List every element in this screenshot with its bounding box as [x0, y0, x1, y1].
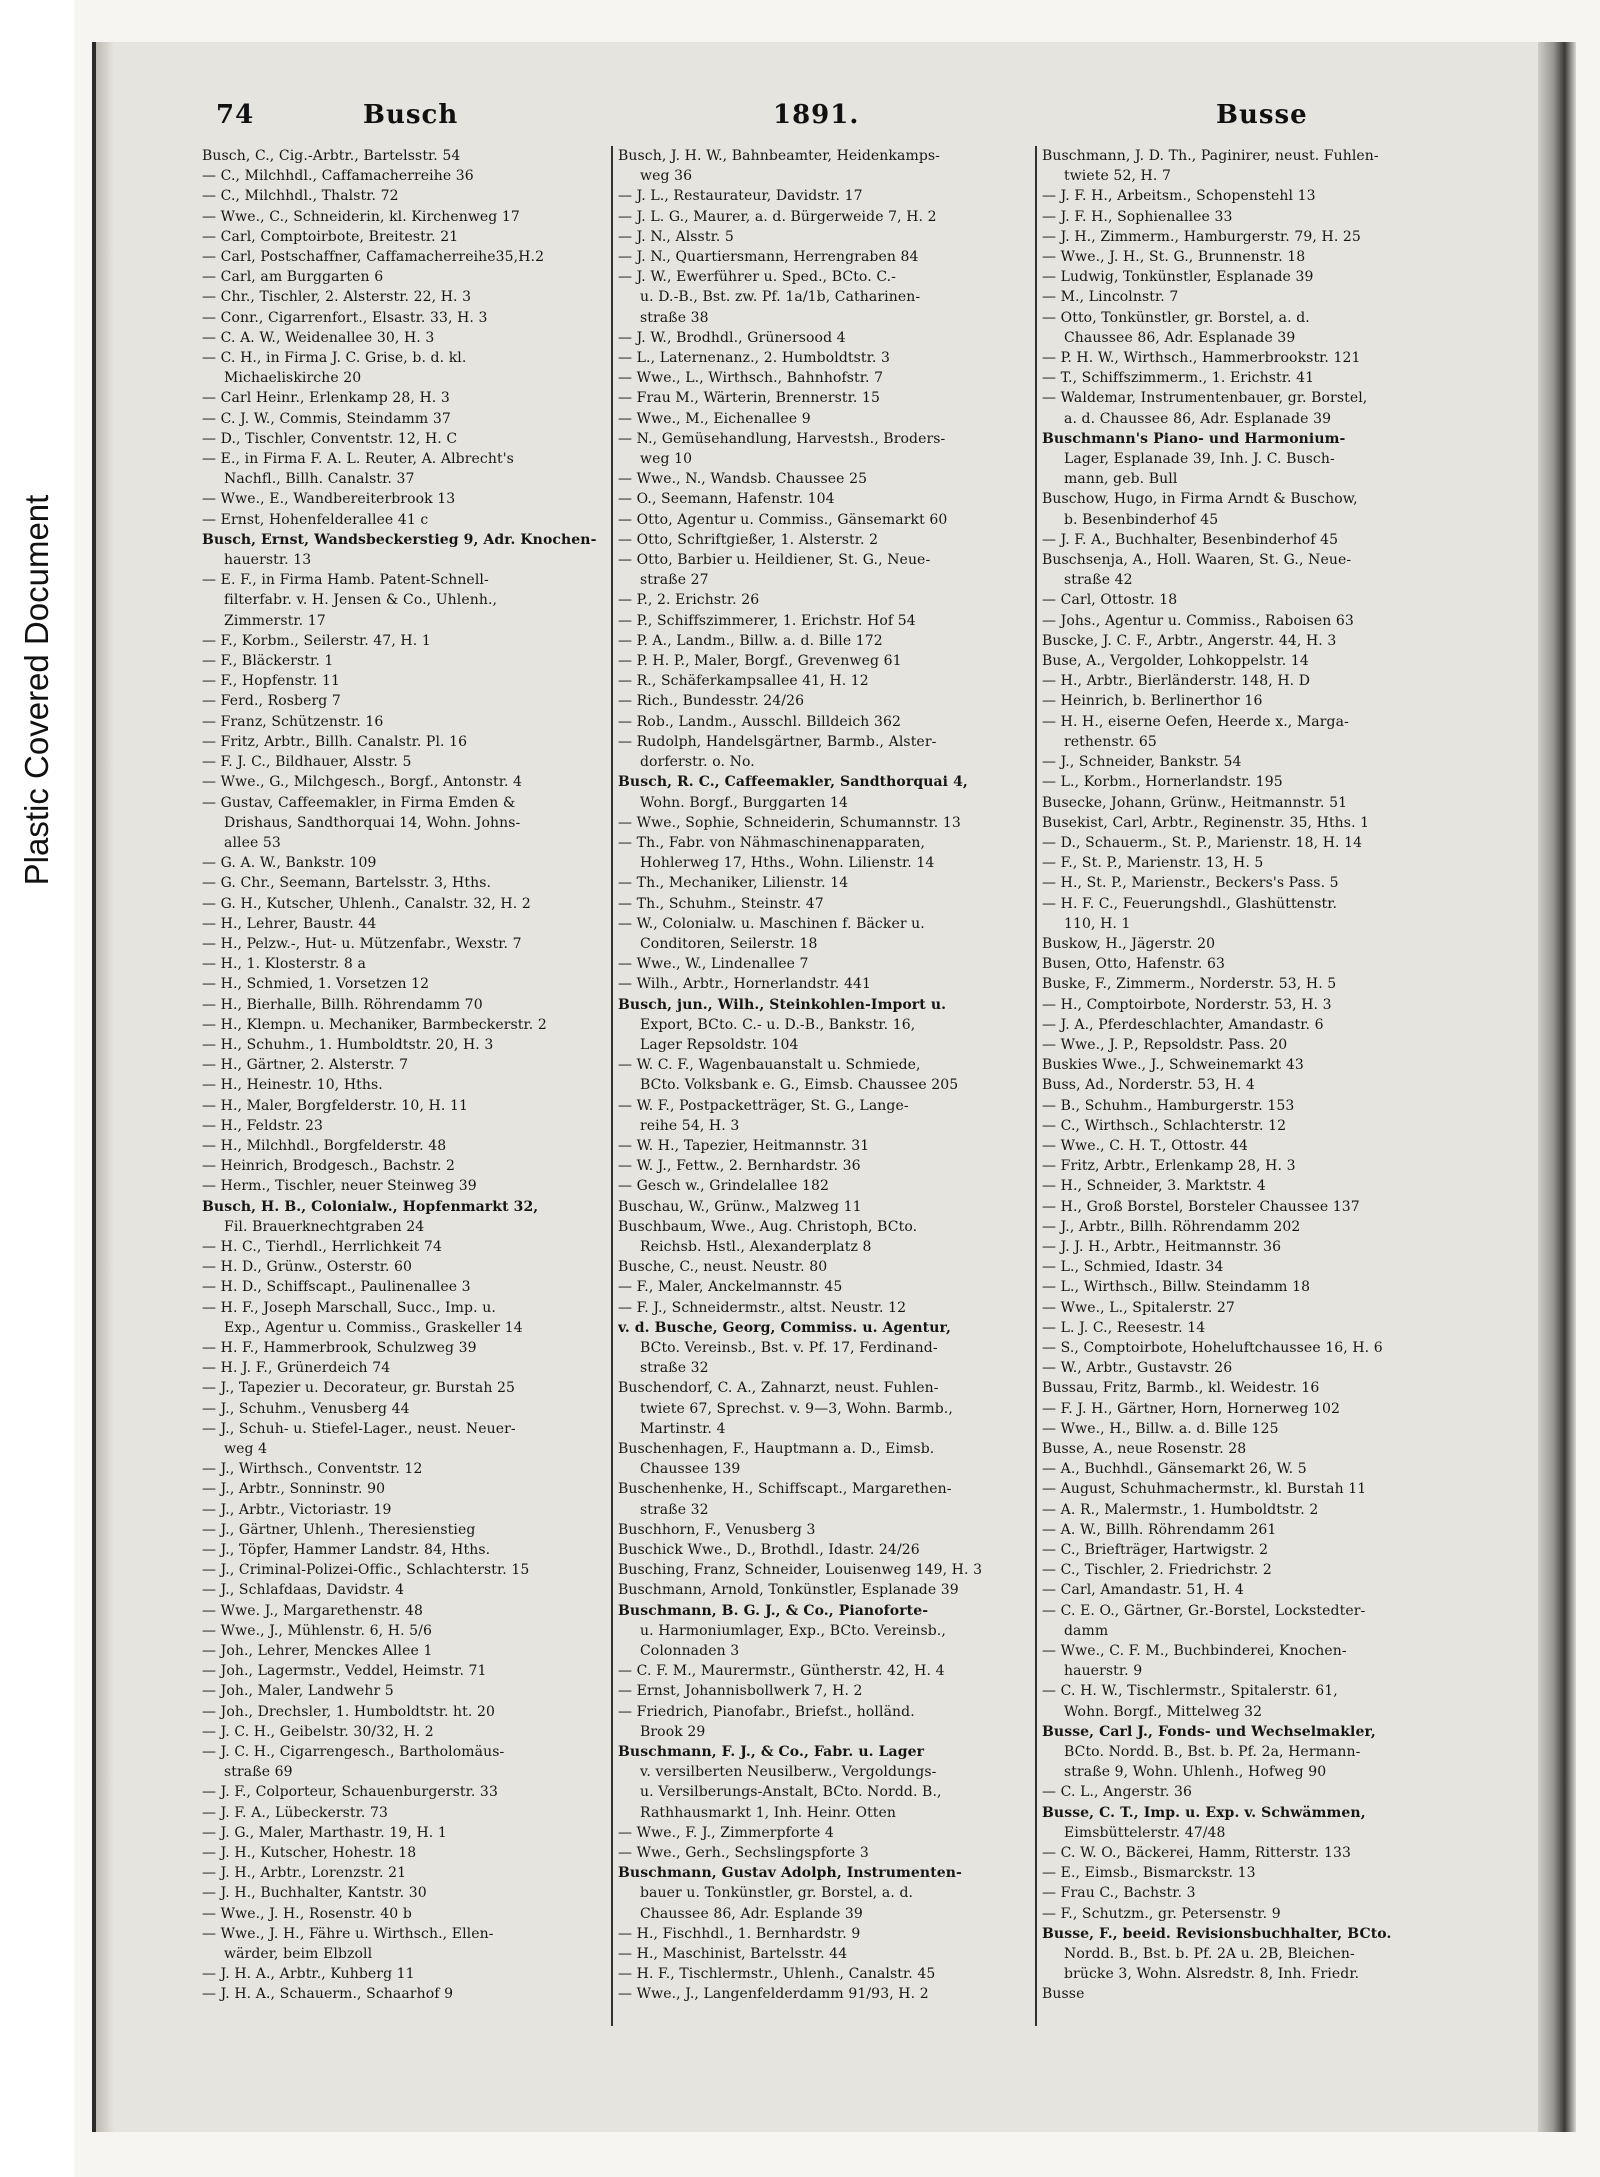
directory-entry-line: — Joh., Maler, Landwehr 5	[202, 1683, 394, 1700]
directory-entry-line: Buschmann, Gustav Adolph, Instrumenten-	[618, 1865, 962, 1882]
directory-entry-line: Busse, A., neue Rosenstr. 28	[1042, 1441, 1247, 1457]
directory-entry-line: straße 38	[640, 309, 709, 326]
directory-entry-line: — J. F. A., Lübeckerstr. 73	[202, 1804, 389, 1821]
directory-entry-line: Lager Repsoldstr. 104	[640, 1036, 799, 1053]
directory-entry-line: — J. H., Arbtr., Lorenzstr. 21	[202, 1865, 407, 1882]
directory-entry-line: — F., St. P., Marienstr. 13, H. 5	[1042, 855, 1264, 872]
directory-entry-line: Busche, C., neust. Neustr. 80	[618, 1259, 828, 1276]
directory-entry-line: — H., 1. Klosterstr. 8 a	[202, 956, 366, 973]
directory-entry-line: — H., Klempn. u. Mechaniker, Barmbeckerstr. 2	[202, 1016, 547, 1033]
directory-entry-line: — J. F. H., Sophienallee 33	[1042, 208, 1233, 225]
directory-entry-line: — J. H., Kutscher, Hohestr. 18	[202, 1845, 417, 1862]
directory-entry-line: — C. F. M., Maurermstr., Güntherstr. 42, H. 4	[618, 1663, 945, 1680]
directory-entry-line: Bussau, Fritz, Barmb., kl. Weidestr. 16	[1042, 1380, 1320, 1397]
directory-entry-line: — H. F., Tischlermstr., Uhlenh., Canalstr. 45	[618, 1966, 936, 1983]
directory-entry-line: Buskow, H., Jägerstr. 20	[1042, 935, 1216, 952]
directory-entry-line: — Th., Mechaniker, Lilienstr. 14	[618, 875, 849, 892]
directory-entry-line: straße 27	[640, 572, 709, 589]
directory-entry-line: — P. H. P., Maler, Borgf., Grevenweg 61	[618, 653, 902, 670]
directory-entry-line: — Otto, Barbier u. Heildiener, St. G., Neue-	[618, 552, 931, 569]
directory-entry-line: — H., Gärtner, 2. Alsterstr. 7	[202, 1057, 409, 1074]
directory-entry-line: Busching, Franz, Schneider, Louisenweg 149, H. 3	[618, 1562, 983, 1579]
directory-entry-line: — Ernst, Hohenfelderallee 41 c	[202, 511, 429, 528]
directory-entry-line: — J. F. H., Arbeitsm., Schopenstehl 13	[1042, 188, 1316, 205]
directory-entry-line: — Otto, Tonkünstler, gr. Borstel, a. d.	[1042, 309, 1310, 326]
directory-entry-line: — E., in Firma F. A. L. Reuter, A. Albrecht's	[202, 451, 514, 468]
directory-entry-line: — Wwe., J., Mühlenstr. 6, H. 5/6	[202, 1622, 432, 1639]
directory-entry-line: — C., Briefträger, Hartwigstr. 2	[1042, 1542, 1269, 1559]
directory-entry-line: — Wwe., L., Spitalerstr. 27	[1042, 1299, 1235, 1316]
directory-entry-line: — Wwe., Sophie, Schneiderin, Schumannstr. 13	[618, 814, 961, 831]
directory-entry-line: — J. G., Maler, Marthastr. 19, H. 1	[202, 1824, 447, 1841]
directory-entry-line: — F. J., Schneidermstr., altst. Neustr. 12	[618, 1299, 907, 1316]
column-divider	[1035, 146, 1037, 2026]
directory-entry-line: — Wwe., H., Billw. a. d. Bille 125	[1042, 1420, 1279, 1437]
directory-entry-line: — E. F., in Firma Hamb. Patent-Schnell-	[202, 572, 489, 589]
directory-entry-line: — H. F., Joseph Marschall, Succ., Imp. u.	[202, 1299, 496, 1316]
directory-entry-line: — August, Schuhmachermstr., kl. Burstah 11	[1042, 1481, 1367, 1498]
directory-entry-line: — L., Wirthsch., Billw. Steindamm 18	[1042, 1279, 1311, 1296]
directory-entry-line: — F., Korbm., Seilerstr. 47, H. 1	[202, 632, 431, 649]
directory-entry-line: — Wwe., W., Lindenallee 7	[618, 956, 809, 973]
directory-entry-line: — J., Arbtr., Billh. Röhrendamm 202	[1042, 1218, 1301, 1235]
directory-entry-line: bauer u. Tonkünstler, gr. Borstel, a. d.	[640, 1885, 914, 1902]
directory-entry-line: straße 32	[640, 1360, 709, 1377]
directory-entry-line: Busse	[1042, 1986, 1085, 2003]
directory-entry-line: b. Besenbinderhof 45	[1064, 511, 1219, 528]
directory-entry-line: Buschick Wwe., D., Brothdl., Idastr. 24/26	[618, 1542, 920, 1559]
directory-entry-line: — Gesch w., Grindelallee 182	[618, 1178, 830, 1195]
directory-entry-line: — Wilh., Arbtr., Hornerlandstr. 441	[618, 976, 872, 993]
directory-entry-line: — J., Wirthsch., Conventstr. 12	[202, 1461, 423, 1478]
directory-entry-line: Buse, A., Vergolder, Lohkoppelstr. 14	[1042, 653, 1309, 670]
directory-entry-line: — H., Heinestr. 10, Hths.	[202, 1077, 383, 1094]
directory-entry-line: Busch, R. C., Caffeemakler, Sandthorquai 4,	[618, 774, 968, 791]
directory-entry-line: — J. N., Alsstr. 5	[618, 228, 734, 245]
directory-entry-line: Buschmann, Arnold, Tonkünstler, Esplanade 39	[618, 1582, 959, 1599]
directory-entry-line: — H., Maschinist, Bartelsstr. 44	[618, 1946, 848, 1963]
directory-entry-line: u. Versilberungs-Anstalt, BCto. Nordd. B.,	[640, 1784, 942, 1801]
directory-entry-line: — J. C. H., Geibelstr. 30/32, H. 2	[202, 1723, 434, 1740]
directory-entry-line: — Rob., Landm., Ausschl. Billdeich 362	[618, 713, 901, 730]
column-middle	[618, 146, 1032, 2046]
directory-entry-line: — J. L. G., Maurer, a. d. Bürgerweide 7, H. 2	[618, 208, 937, 225]
directory-entry-line: straße 32	[640, 1501, 709, 1518]
directory-entry-line: — Heinrich, b. Berlinerthor 16	[1042, 693, 1263, 710]
directory-entry-line: wärder, beim Elbzoll	[224, 1946, 373, 1963]
directory-entry-line: — H. D., Grünw., Osterstr. 60	[202, 1259, 413, 1276]
directory-entry-line: — F. J. H., Gärtner, Horn, Hornerweg 102	[1042, 1400, 1341, 1417]
directory-entry-line: — Carl, am Burggarten 6	[202, 269, 384, 286]
directory-entry-line: — Th., Schuhm., Steinstr. 47	[618, 895, 824, 912]
directory-entry-line: — C., Milchhdl., Caffamacherreihe 36	[202, 168, 474, 185]
directory-entry-line: — J. H. A., Arbtr., Kuhberg 11	[202, 1966, 415, 1983]
directory-entry-line: Buschendorf, C. A., Zahnarzt, neust. Fuhlen-	[618, 1380, 939, 1397]
directory-entry-line: — H. D., Schiffscapt., Paulinenallee 3	[202, 1279, 471, 1296]
directory-entry-line: Buschau, W., Grünw., Malzweg 11	[618, 1198, 862, 1215]
directory-entry-line: — Rich., Bundesstr. 24/26	[618, 693, 805, 710]
directory-entry-line: — T., Schiffszimmerm., 1. Erichstr. 41	[1042, 370, 1315, 387]
directory-entry-line: u. Harmoniumlager, Exp., BCto. Vereinsb.,	[640, 1622, 946, 1639]
directory-entry-line: Busekist, Carl, Arbtr., Reginenstr. 35, Hths. 1	[1042, 814, 1370, 831]
directory-entry-line: — G. H., Kutscher, Uhlenh., Canalstr. 32, H. 2	[202, 895, 531, 912]
directory-entry-line: — G. Chr., Seemann, Bartelsstr. 3, Hths.	[202, 875, 492, 892]
directory-entry-line: — C. H. W., Tischlermstr., Spitalerstr. 61,	[1042, 1683, 1338, 1700]
directory-entry-line: — E., Eimsb., Bismarckstr. 13	[1042, 1865, 1256, 1882]
directory-entry-line: — Wwe., N., Wandsb. Chaussee 25	[618, 471, 868, 488]
directory-entry-line: — Johs., Agentur u. Commiss., Raboisen 63	[1042, 612, 1354, 629]
directory-entry-line: — J. F. A., Buchhalter, Besenbinderhof 45	[1042, 531, 1339, 548]
directory-entry-line: twiete 67, Sprechst. v. 9—3, Wohn. Barmb.,	[640, 1400, 953, 1417]
column-right	[1042, 146, 1456, 2046]
directory-entry-line: — W., Colonialw. u. Maschinen f. Bäcker u.	[618, 915, 925, 932]
directory-entry-line: — Wwe., Gerh., Sechslingspforte 3	[618, 1845, 869, 1862]
directory-entry-line: — W. J., Fettw., 2. Bernhardstr. 36	[618, 1158, 861, 1175]
directory-entry-line: — W. C. F., Wagenbauanstalt u. Schmiede,	[618, 1057, 921, 1074]
directory-entry-line: Nordd. B., Bst. b. Pf. 2A u. 2B, Bleichen-	[1064, 1946, 1355, 1963]
directory-entry-line: — Ludwig, Tonkünstler, Esplanade 39	[1042, 269, 1314, 286]
directory-entry-line: — D., Schauerm., St. P., Marienstr. 18, H. 14	[1042, 834, 1363, 851]
directory-entry-line: Buschmann, J. D. Th., Paginirer, neust. Fuhlen-	[1042, 148, 1379, 164]
directory-entry-line: Busse, F., beeid. Revisionsbuchhalter, BCto.	[1042, 1925, 1392, 1942]
directory-entry-line: — P., 2. Erichstr. 26	[618, 592, 760, 609]
directory-entry-line: Colonnaden 3	[640, 1643, 740, 1660]
directory-entry-line: — N., Gemüsehandlung, Harvestsh., Broders-	[618, 430, 946, 447]
directory-entry-line: weg 10	[640, 451, 693, 468]
directory-entry-line: — Th., Fabr. von Nähmaschinenapparaten,	[618, 834, 926, 851]
directory-entry-line: — Carl, Comptoirbote, Breitestr. 21	[202, 228, 459, 245]
page-edge	[1538, 42, 1576, 2132]
directory-entry-line: — C. J. W., Commis, Steindamm 37	[202, 410, 451, 427]
directory-entry-line: — Rudolph, Handelsgärtner, Barmb., Alster-	[618, 733, 937, 750]
directory-entry-line: — Otto, Agentur u. Commiss., Gänsemarkt 60	[618, 511, 948, 528]
directory-entry-line: — L., Schmied, Idastr. 34	[1042, 1259, 1224, 1276]
directory-entry-line: Drishaus, Sandthorquai 14, Wohn. Johns-	[224, 814, 521, 831]
directory-entry-line: Buschmann, B. G. J., & Co., Pianoforte-	[618, 1602, 929, 1619]
directory-entry-line: — J. N., Quartiersmann, Herrengraben 84	[618, 249, 919, 266]
directory-entry-line: Wohn. Borgf., Burggarten 14	[640, 794, 849, 811]
directory-entry-line: mann, geb. Bull	[1064, 471, 1178, 488]
directory-entry-line: straße 69	[224, 1764, 293, 1781]
directory-entry-line: weg 36	[640, 168, 693, 185]
directory-entry-line: — P. A., Landm., Billw. a. d. Bille 172	[618, 632, 883, 649]
directory-entry-line: — H., Schuhm., 1. Humboldtstr. 20, H. 3	[202, 1036, 494, 1053]
page-number: 74	[216, 100, 255, 130]
directory-entry-line: — Joh., Lehrer, Menckes Allee 1	[202, 1643, 433, 1660]
directory-entry-line: — L. J. C., Reesestr. 14	[1042, 1319, 1206, 1336]
directory-entry-line: — D., Tischler, Conventstr. 12, H. C	[202, 430, 458, 447]
directory-entry-line: Buschsenja, A., Holl. Waaren, St. G., Neue-	[1042, 552, 1352, 569]
directory-entry-line: Busch, C., Cig.-Arbtr., Bartelsstr. 54	[202, 148, 461, 164]
directory-entry-line: — Wwe., C. F. M., Buchbinderei, Knochen-	[1042, 1643, 1347, 1660]
directory-entry-line: — H., Feldstr. 23	[202, 1117, 324, 1134]
directory-entry-line: — Carl, Postschaffner, Caffamacherreihe35,H.2	[202, 249, 545, 266]
directory-entry-line: Chaussee 139	[640, 1461, 741, 1478]
directory-entry-line: — F., Bläckerstr. 1	[202, 653, 334, 670]
directory-entry-line: u. D.-B., Bst. zw. Pf. 1a/1b, Catharinen-	[640, 289, 921, 306]
header-year: 1891.	[773, 100, 860, 130]
directory-entry-line: Chaussee 86, Adr. Esplanade 39	[1064, 329, 1296, 346]
directory-entry-line: — H., Fischhdl., 1. Bernhardstr. 9	[618, 1925, 861, 1942]
directory-entry-line: Busse, C. T., Imp. u. Exp. v. Schwämmen,	[1042, 1804, 1366, 1821]
directory-entry-line: — J. C. H., Cigarrengesch., Bartholomäus-	[202, 1744, 505, 1761]
directory-entry-line: — C., Wirthsch., Schlachterstr. 12	[1042, 1117, 1287, 1134]
directory-entry-line: — O., Seemann, Hafenstr. 104	[618, 491, 835, 508]
directory-entry-line: — H., Comptoirbote, Norderstr. 53, H. 3	[1042, 996, 1332, 1013]
directory-entry-line: — Gustav, Caffeemakler, in Firma Emden &	[202, 794, 516, 811]
directory-entry-line: Export, BCto. C.- u. D.-B., Bankstr. 16,	[640, 1016, 916, 1033]
directory-entry-line: Martinstr. 4	[640, 1420, 726, 1437]
directory-entry-line: — Ernst, Johannisbollwerk 7, H. 2	[618, 1683, 863, 1700]
directory-entry-line: — J. F., Colporteur, Schauenburgerstr. 33	[202, 1784, 498, 1801]
directory-entry-line: Buschenhenke, H., Schiffscapt., Margarethen-	[618, 1481, 952, 1498]
directory-entry-line: — R., Schäferkampsallee 41, H. 12	[618, 673, 869, 690]
directory-entry-line: — J. H., Buchhalter, Kantstr. 30	[202, 1885, 427, 1902]
directory-entry-line: — Fritz, Arbtr., Erlenkamp 28, H. 3	[1042, 1158, 1296, 1175]
directory-entry-line: — J., Gärtner, Uhlenh., Theresienstieg	[202, 1521, 476, 1538]
directory-entry-line: Reichsb. Hstl., Alexanderplatz 8	[640, 1238, 872, 1255]
directory-entry-line: — C. W. O., Bäckerei, Hamm, Ritterstr. 133	[1042, 1845, 1352, 1862]
directory-entry-line: — J. W., Brodhdl., Grünersood 4	[618, 329, 846, 346]
directory-entry-line: — J., Arbtr., Sonninstr. 90	[202, 1481, 386, 1498]
directory-entry-line: Buschmann's Piano- und Harmonium-	[1042, 430, 1346, 447]
directory-entry-line: — Heinrich, Brodgesch., Bachstr. 2	[202, 1158, 456, 1175]
directory-entry-line: — Frau C., Bachstr. 3	[1042, 1885, 1196, 1902]
directory-entry-line: — J., Schneider, Bankstr. 54	[1042, 754, 1242, 771]
directory-entry-line: — J. H., Zimmerm., Hamburgerstr. 79, H. 25	[1042, 228, 1361, 245]
directory-entry-line: — Ferd., Rosberg 7	[202, 693, 341, 710]
directory-entry-line: — Wwe., J., Langenfelderdamm 91/93, H. 2	[618, 1986, 929, 2003]
directory-entry-line: — Wwe., C., Schneiderin, kl. Kirchenweg 17	[202, 208, 520, 225]
header-left-keyword: Busch	[363, 100, 459, 130]
directory-entry-line: Lager, Esplanade 39, Inh. J. C. Busch-	[1064, 451, 1335, 468]
directory-entry-line: — B., Schuhm., Hamburgerstr. 153	[1042, 1097, 1295, 1114]
directory-entry-line: Brook 29	[640, 1723, 706, 1740]
page-header	[108, 100, 1448, 140]
directory-entry-line: — Wwe., J. P., Repsoldstr. Pass. 20	[1042, 1036, 1288, 1053]
directory-entry-line: — Conr., Cigarrenfort., Elsastr. 33, H. 3	[202, 309, 488, 326]
directory-entry-line: — J., Schuhm., Venusberg 44	[202, 1400, 410, 1417]
directory-entry-line: Wohn. Borgf., Mittelweg 32	[1064, 1703, 1263, 1720]
directory-entry-line: — H. F. C., Feuerungshdl., Glashüttenstr.	[1042, 895, 1338, 912]
directory-entry-line: — J., Criminal-Polizei-Offic., Schlachterstr. 15	[202, 1562, 530, 1579]
directory-entry-line: — W. H., Tapezier, Heitmannstr. 31	[618, 1137, 870, 1154]
directory-entry-line: — H., Maler, Borgfelderstr. 10, H. 11	[202, 1097, 468, 1114]
directory-entry-line: — H., Arbtr., Bierländerstr. 148, H. D	[1042, 673, 1311, 690]
directory-entry-line: dorferstr. o. No.	[640, 754, 755, 771]
directory-entry-line: — J. H. A., Schauerm., Schaarhof 9	[202, 1986, 454, 2003]
directory-entry-line: reihe 54, H. 3	[640, 1117, 740, 1134]
directory-entry-line: Eimsbüttelerstr. 47/48	[1064, 1824, 1226, 1841]
directory-entry-line: — P., Schiffszimmerer, 1. Erichstr. Hof 54	[618, 612, 916, 629]
directory-entry-line: rethenstr. 65	[1064, 733, 1157, 750]
directory-entry-line: — Otto, Schriftgießer, 1. Alsterstr. 2	[618, 531, 879, 548]
directory-entry-line: — C., Tischler, 2. Friedrichstr. 2	[1042, 1562, 1272, 1579]
directory-entry-line: Busch, H. B., Colonialw., Hopfenmarkt 32,	[202, 1198, 539, 1215]
directory-entry-line: — Frau M., Wärterin, Brennerstr. 15	[618, 390, 881, 407]
directory-entry-line: — Fritz, Arbtr., Billh. Canalstr. Pl. 16	[202, 733, 468, 750]
directory-entry-line: — Wwe., J. H., Rosenstr. 40 b	[202, 1905, 412, 1922]
directory-entry-line: v. d. Busche, Georg, Commiss. u. Agentur,	[618, 1319, 951, 1336]
directory-entry-line: 110, H. 1	[1064, 915, 1131, 932]
directory-entry-line: — F., Hopfenstr. 11	[202, 673, 340, 690]
directory-entry-line: — J. W., Ewerführer u. Sped., BCto. C.-	[618, 269, 897, 286]
directory-entry-line: Busse, Carl J., Fonds- und Wechselmakler,	[1042, 1723, 1376, 1740]
directory-entry-line: — H., Schneider, 3. Marktstr. 4	[1042, 1178, 1266, 1195]
directory-entry-line: — W. F., Postpacketträger, St. G., Lange-	[618, 1097, 909, 1114]
directory-entry-line: straße 42	[1064, 572, 1133, 589]
directory-entry-line: Nachfl., Billh. Canalstr. 37	[224, 471, 415, 488]
directory-entry-line: hauerstr. 9	[1064, 1663, 1143, 1680]
plastic-covered-label: Plastic Covered Document	[18, 494, 55, 886]
directory-entry-line: — H., Lehrer, Baustr. 44	[202, 915, 377, 932]
directory-entry-line: Michaeliskirche 20	[224, 370, 362, 387]
directory-entry-line: straße 9, Wohn. Uhlenh., Hofweg 90	[1064, 1764, 1327, 1781]
directory-entry-line: weg 4	[224, 1441, 268, 1457]
directory-entry-line: — J., Töpfer, Hammer Landstr. 84, Hths.	[202, 1542, 491, 1559]
directory-entry-line: — Friedrich, Pianofabr., Briefst., holländ.	[618, 1703, 915, 1720]
directory-entry-line: — Wwe., L., Wirthsch., Bahnhofstr. 7	[618, 370, 884, 387]
directory-entry-line: Buscke, J. C. F., Arbtr., Angerstr. 44, H. 3	[1042, 632, 1337, 649]
directory-entry-line: — L., Korbm., Hornerlandstr. 195	[1042, 774, 1283, 791]
directory-entry-line: a. d. Chaussee 86, Adr. Esplanade 39	[1064, 410, 1332, 427]
directory-entry-line: — H. C., Tierhdl., Herrlichkeit 74	[202, 1238, 442, 1255]
directory-entry-line: — Wwe., G., Milchgesch., Borgf., Antonstr. 4	[202, 774, 523, 791]
column-divider	[611, 146, 613, 2026]
directory-entry-line: — M., Lincolnstr. 7	[1042, 289, 1179, 306]
directory-entry-line: — C., Milchhdl., Thalstr. 72	[202, 188, 399, 205]
directory-entry-line: hauerstr. 13	[224, 552, 312, 569]
directory-entry-line: — Joh., Drechsler, 1. Humboldtstr. ht. 20	[202, 1703, 496, 1720]
directory-entry-line: — J., Arbtr., Victoriastr. 19	[202, 1501, 392, 1518]
directory-entry-line: Busecke, Johann, Grünw., Heitmannstr. 51	[1042, 794, 1348, 811]
directory-entry-line: — H. F., Hammerbrook, Schulzweg 39	[202, 1339, 477, 1356]
directory-entry-line: — C. H., in Firma J. C. Grise, b. d. kl.	[202, 350, 467, 367]
directory-entry-line: Buschow, Hugo, in Firma Arndt & Buschow,	[1042, 491, 1358, 508]
directory-entry-line: — H., St. P., Marienstr., Beckers's Pass. 5	[1042, 875, 1339, 892]
directory-entry-line: — Wwe., C. H. T., Ottostr. 44	[1042, 1137, 1249, 1154]
directory-entry-line: BCto. Volksbank e. G., Eimsb. Chaussee 205	[640, 1077, 959, 1094]
directory-entry-line: — J. L., Restaurateur, Davidstr. 17	[618, 188, 863, 205]
directory-entry-line: — H., Pelzw.-, Hut- u. Mützenfabr., Wexstr. 7	[202, 935, 522, 952]
directory-entry-line: — F., Maler, Anckelmannstr. 45	[618, 1279, 843, 1296]
directory-entry-line: Zimmerstr. 17	[224, 612, 326, 629]
directory-entry-line: Busen, Otto, Hafenstr. 63	[1042, 956, 1225, 973]
directory-entry-line: Buschbaum, Wwe., Aug. Christoph, BCto.	[618, 1218, 918, 1235]
directory-entry-line: — H., Schmied, 1. Vorsetzen 12	[202, 976, 430, 993]
directory-entry-line: — Wwe., J. H., Fähre u. Wirthsch., Ellen-	[202, 1925, 494, 1942]
directory-entry-line: Fil. Brauerknechtgraben 24	[224, 1218, 425, 1235]
directory-entry-line: Buske, F., Zimmerm., Norderstr. 53, H. 5	[1042, 976, 1337, 993]
directory-entry-line: — H., Milchhdl., Borgfelderstr. 48	[202, 1137, 447, 1154]
directory-entry-line: damm	[1064, 1622, 1109, 1639]
directory-entry-line: — J., Schuh- u. Stiefel-Lager., neust. Neuer-	[202, 1420, 516, 1437]
directory-entry-line: — Franz, Schützenstr. 16	[202, 713, 384, 730]
directory-entry-line: — J. A., Pferdeschlachter, Amandastr. 6	[1042, 1016, 1324, 1033]
directory-entry-line: — H. J. F., Grünerdeich 74	[202, 1360, 391, 1377]
directory-entry-line: — Carl, Amandastr. 51, H. 4	[1042, 1582, 1244, 1599]
directory-entry-line: — C. E. O., Gärtner, Gr.-Borstel, Lockstedter-	[1042, 1602, 1366, 1619]
directory-entry-line: Busch, Ernst, Wandsbeckerstieg 9, Adr. Knochen-	[202, 531, 597, 548]
header-right-keyword: Busse	[1216, 100, 1308, 130]
directory-entry-line: — J., Schlafdaas, Davidstr. 4	[202, 1582, 405, 1599]
directory-entry-line: — W., Arbtr., Gustavstr. 26	[1042, 1360, 1233, 1377]
directory-entry-line: — Wwe., M., Eichenallee 9	[618, 410, 811, 427]
column-left	[202, 146, 608, 2046]
directory-entry-line: allee 53	[224, 834, 281, 851]
directory-entry-line: — Joh., Lagermstr., Veddel, Heimstr. 71	[202, 1663, 487, 1680]
directory-entry-line: Buss, Ad., Norderstr. 53, H. 4	[1042, 1077, 1255, 1094]
directory-entry-line: — G. A. W., Bankstr. 109	[202, 855, 377, 872]
directory-entry-line: BCto. Vereinsb., Bst. v. Pf. 17, Ferdinand-	[640, 1339, 938, 1356]
directory-entry-line: — C. A. W., Weidenallee 30, H. 3	[202, 329, 435, 346]
directory-entry-line: — Waldemar, Instrumentenbauer, gr. Borstel,	[1042, 390, 1368, 407]
directory-entry-line: — F. J. C., Bildhauer, Alsstr. 5	[202, 754, 412, 771]
directory-entry-line: — S., Comptoirbote, Hoheluftchaussee 16, H. 6	[1042, 1339, 1383, 1356]
directory-page	[108, 60, 1448, 2130]
directory-entry-line: Conditoren, Seilerstr. 18	[640, 935, 818, 952]
directory-entry-line: — P. H. W., Wirthsch., Hammerbrookstr. 121	[1042, 350, 1361, 367]
directory-entry-line: twiete 52, H. 7	[1064, 168, 1171, 185]
directory-entry-line: — Carl Heinr., Erlenkamp 28, H. 3	[202, 390, 450, 407]
directory-entry-line: Buschmann, F. J., & Co., Fabr. u. Lager	[618, 1744, 925, 1761]
directory-entry-line: — L., Laternenanz., 2. Humboldtstr. 3	[618, 350, 890, 367]
directory-entry-line: — Herm., Tischler, neuer Steinweg 39	[202, 1178, 477, 1195]
directory-entry-line: — Wwe., J. H., St. G., Brunnenstr. 18	[1042, 249, 1306, 266]
directory-entry-line: — Wwe. J., Margarethenstr. 48	[202, 1602, 424, 1619]
directory-entry-line: Rathhausmarkt 1, Inh. Heinr. Otten	[640, 1804, 897, 1821]
directory-entry-line: — A. R., Malermstr., 1. Humboldtstr. 2	[1042, 1501, 1319, 1518]
directory-entry-line: Buskies Wwe., J., Schweinemarkt 43	[1042, 1057, 1304, 1074]
directory-entry-line: — Chr., Tischler, 2. Alsterstr. 22, H. 3	[202, 289, 472, 306]
directory-entry-line: filterfabr. v. H. Jensen & Co., Uhlenh.,	[224, 592, 498, 609]
directory-entry-line: — H. H., eiserne Oefen, Heerde x., Marga-	[1042, 713, 1349, 730]
directory-entry-line: Busch, jun., Wilh., Steinkohlen-Import u.	[618, 996, 947, 1013]
directory-entry-line: — Wwe., F. J., Zimmerpforte 4	[618, 1824, 834, 1841]
directory-entry-line: — J., Tapezier u. Decorateur, gr. Burstah 25	[202, 1380, 516, 1397]
directory-entry-line: — F., Schutzm., gr. Petersenstr. 9	[1042, 1905, 1281, 1922]
side-label-panel	[0, 0, 74, 2177]
directory-entry-line: Exp., Agentur u. Commiss., Graskeller 14	[224, 1319, 523, 1336]
directory-entry-line: Busch, J. H. W., Bahnbeamter, Heidenkamps-	[618, 148, 940, 164]
directory-entry-line: — Wwe., E., Wandbereiterbrook 13	[202, 491, 456, 508]
directory-entry-line: Buschhorn, F., Venusberg 3	[618, 1521, 816, 1538]
directory-entry-line: — C. L., Angerstr. 36	[1042, 1784, 1193, 1801]
directory-entry-line: — A., Buchhdl., Gänsemarkt 26, W. 5	[1042, 1461, 1307, 1478]
directory-entry-line: — A. W., Billh. Röhrendamm 261	[1042, 1521, 1277, 1538]
directory-entry-line: Buschenhagen, F., Hauptmann a. D., Eimsb.	[618, 1441, 935, 1457]
directory-entry-line: v. versilberten Neusilberw., Vergoldungs-	[640, 1764, 937, 1781]
directory-entry-line: BCto. Nordd. B., Bst. b. Pf. 2a, Hermann-	[1064, 1744, 1361, 1761]
directory-entry-line: brücke 3, Wohn. Alsredstr. 8, Inh. Friedr.	[1064, 1966, 1360, 1983]
directory-entry-line: — Carl, Ottostr. 18	[1042, 592, 1178, 609]
directory-entry-line: Hohlerweg 17, Hths., Wohn. Lilienstr. 14	[640, 855, 935, 872]
directory-entry-line: — J. J. H., Arbtr., Heitmannstr. 36	[1042, 1238, 1282, 1255]
directory-entry-line: Chaussee 86, Adr. Esplande 39	[640, 1905, 863, 1922]
directory-entry-line: — H., Bierhalle, Billh. Röhrendamm 70	[202, 996, 483, 1013]
directory-entry-line: — H., Groß Borstel, Borsteler Chaussee 137	[1042, 1198, 1360, 1215]
